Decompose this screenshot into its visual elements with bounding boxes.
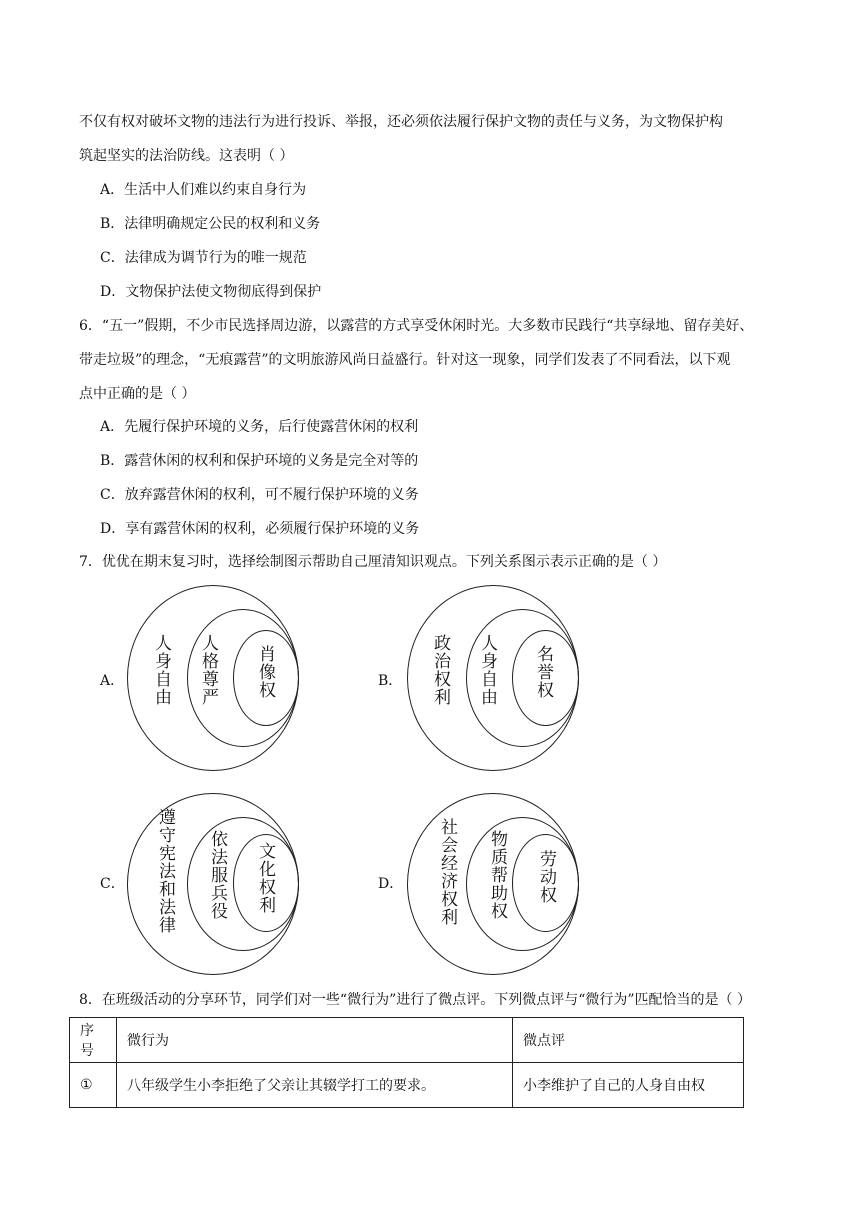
table-cell: 八年级学生小李拒绝了父亲让其辍学打工的要求。 xyxy=(117,1063,513,1108)
diagram-a-middle-text: 人格尊严 xyxy=(198,634,218,706)
table-header-cell: 微点评 xyxy=(513,1018,744,1063)
diagram-c-inner-text: 文化权利 xyxy=(255,842,275,914)
q8-table xyxy=(69,1017,744,1108)
diagram-c-outer-text: 遵守宪法和法律 xyxy=(155,808,175,934)
diagram-d-label: D． xyxy=(378,876,404,892)
diagram-c-middle-text: 依法服兵役 xyxy=(207,830,227,920)
q6-stem-line-2: 带走垃圾”的理念，“无痕露营”的文明旅游风尚日益盛行。针对这一现象，同学们发表了不同看法，以下观 xyxy=(79,352,731,368)
q5-option-b: B．法律明确规定公民的权利和义务 xyxy=(100,216,321,232)
table-row xyxy=(70,1063,744,1108)
diagram-b-outer-text: 政治权利 xyxy=(430,634,450,706)
q5-option-a: A．生活中人们难以约束自身行为 xyxy=(100,182,307,198)
q6-option-b: B．露营休闲的权利和保护环境的义务是完全对等的 xyxy=(100,453,419,469)
table-cell: ① xyxy=(70,1063,117,1108)
diagram-d-middle-text: 物质帮助权 xyxy=(487,830,507,920)
q5-stem-line-1: 不仅有权对破坏文物的违法行为进行投诉、举报，还必须依法履行保护文物的责任与义务，为文物保护构 xyxy=(79,114,723,130)
table-header-cell: 微行为 xyxy=(117,1018,513,1063)
diagram-c-label: C． xyxy=(100,876,125,892)
q6-stem-line-3: 点中正确的是（ ） xyxy=(79,386,196,402)
diagram-b-label: B． xyxy=(378,673,403,689)
diagram-a-label: A． xyxy=(100,673,125,689)
table-header-cell: 序号 xyxy=(70,1018,117,1063)
q6-option-c: C．放弃露营休闲的权利，可不履行保护环境的义务 xyxy=(100,487,419,503)
q6-stem-line-1: 6．“五一”假期，不少市民选择周边游，以露营的方式享受休闲时光。大多数市民践行“共享绿地、留存美好、 xyxy=(79,318,754,334)
diagram-d-outer-text: 社会经济权利 xyxy=(437,818,457,926)
q6-option-d: D．享有露营休闲的权利，必须履行保护环境的义务 xyxy=(100,521,420,537)
diagram-a-outer-text: 人身自由 xyxy=(151,634,171,706)
q5-stem-line-2: 筑起坚实的法治防线。这表明（ ） xyxy=(79,148,294,164)
q5-option-d: D．文物保护法使文物彻底得到保护 xyxy=(100,284,322,300)
q6-option-a: A．先履行保护环境的义务，后行使露营休闲的权利 xyxy=(100,419,419,435)
table-cell: 小李维护了自己的人身自由权 xyxy=(513,1063,744,1108)
q5-option-c: C．法律成为调节行为的唯一规范 xyxy=(100,250,307,266)
diagram-d-inner-text: 劳动权 xyxy=(536,850,556,904)
table-header-row xyxy=(70,1018,744,1063)
diagram-b-inner-text: 名誉权 xyxy=(533,645,553,699)
q7-stem: 7．优优在期末复习时，选择绘制图示帮助自己厘清知识观点。下列关系图示表示正确的是（ ） xyxy=(79,554,667,570)
diagram-b-middle-text: 人身自由 xyxy=(477,634,497,706)
q8-stem: 8．在班级活动的分享环节，同学们对一些“微行为”进行了微点评。下列微点评与“微行为”匹配恰当的是（ ） xyxy=(79,992,751,1008)
diagram-a-inner-text: 肖像权 xyxy=(255,645,275,699)
